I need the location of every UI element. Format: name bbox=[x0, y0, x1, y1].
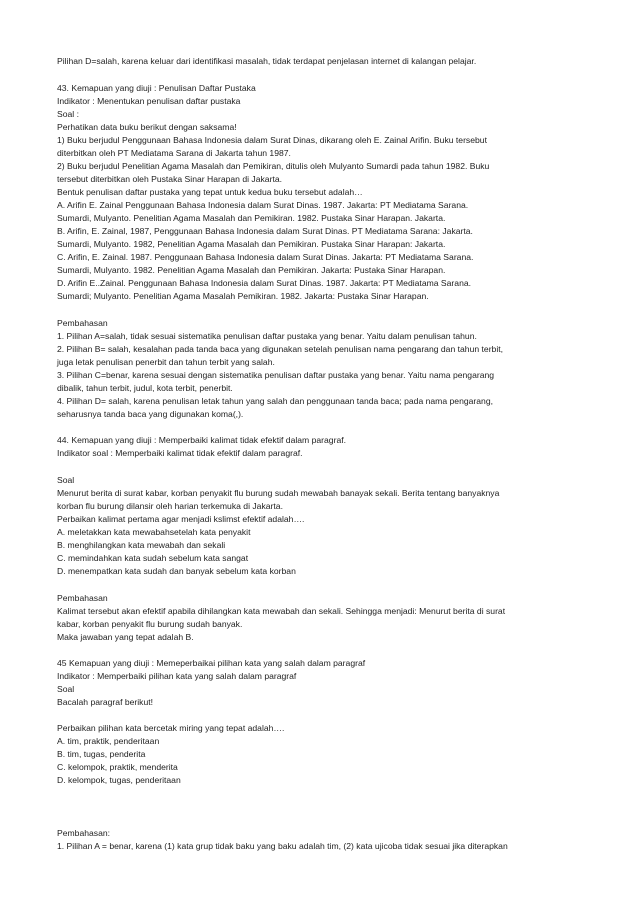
text-line: D. menempatkan kata sudah dan banyak sebelum kata korban bbox=[57, 566, 296, 576]
text-line: Menurut berita di surat kabar, korban penyakit flu burung sudah mewabah banayak sekali. Berita tentang banyaknya bbox=[57, 488, 500, 498]
text-line: C. kelompok, praktik, menderita bbox=[57, 762, 178, 772]
text-line: seharusnya tanda baca yang digunakan koma(,). bbox=[57, 409, 244, 419]
text-line: D. kelompok, tugas, penderitaan bbox=[57, 775, 181, 785]
text-line: Pilihan D=salah, karena keluar dari identifikasi masalah, tidak terdapat penjelasan internet di kalangan pelajar. bbox=[57, 56, 477, 66]
text-line: Bacalah paragraf berikut! bbox=[57, 697, 154, 707]
section-heading: Pembahasan: bbox=[57, 828, 111, 838]
text-line: Sumardi, Mulyanto. Penelitian Agama Masalah dan Pemikiran. 1982. Pustaka Sinar Harapan. Jakarta. bbox=[57, 213, 446, 223]
text-line: C. Arifin, E. Zainal. 1987. Penggunaan Bahasa Indonesia dalam Surat Dinas. Jakarta: PT Mediatama Sarana. bbox=[57, 252, 474, 262]
text-line: Soal bbox=[57, 684, 75, 694]
section-heading: Soal bbox=[57, 475, 75, 485]
text-line: diterbitkan oleh PT Mediatama Sarana di Jakarta tahun 1987. bbox=[57, 148, 291, 158]
text-line: 1. Pilihan A = benar, karena (1) kata grup tidak baku yang baku adalah tim, (2) kata ujicoba tidak sesuai jika diterapkan bbox=[57, 841, 508, 851]
text-line: Indikator : Memperbaiki pilihan kata yang salah dalam paragraf bbox=[57, 671, 297, 681]
text-line: D. Arifin E..Zainal. Penggunaan Bahasa Indonesia dalam Surat Dinas. 1987. Jakarta: PT Mediatama Sarana. bbox=[57, 278, 472, 288]
text-line: A. meletakkan kata mewabahsetelah kata penyakit bbox=[57, 527, 251, 537]
text-line: korban flu burung dilansir oleh harian terkemuka di Jakarta. bbox=[57, 501, 283, 511]
text-line: Sumardi; Mulyanto. Penelitian Agama Masalah Pemikiran. 1982. Jakarta: Pustaka Sinar Harapan. bbox=[57, 291, 429, 301]
text-line: Indikator : Menentukan penulisan daftar pustaka bbox=[57, 96, 241, 106]
text-line: 2) Buku berjudul Penelitian Agama Masalah dan Pemikiran, ditulis oleh Mulyanto Sumardi pada tahun 1982. Buku bbox=[57, 161, 490, 171]
section-heading: Pembahasan bbox=[57, 593, 108, 603]
text-line: Kalimat tersebut akan efektif apabila dihilangkan kata mewabah dan sekali. Sehingga menjadi: Menurut berita di surat bbox=[57, 606, 506, 616]
text-line: 44. Kemapuan yang diuji : Memperbaiki kalimat tidak efektif dalam paragraf. bbox=[57, 435, 346, 445]
text-line: 43. Kemapuan yang diuji : Penulisan Daftar Pustaka bbox=[57, 83, 256, 93]
text-line: 1) Buku berjudul Penggunaan Bahasa Indonesia dalam Surat Dinas, dikarang oleh E. Zainal Arifin. Buku tersebut bbox=[57, 135, 487, 145]
text-line: A. Arifin E. Zainal Penggunaan Bahasa Indonesia dalam Surat Dinas. 1987. Jakarta: PT Mediatama Sarana. bbox=[57, 200, 469, 210]
text-line: 45 Kemapuan yang diuji : Memeperbaikai pilihan kata yang salah dalam paragraf bbox=[57, 658, 366, 668]
text-line: dibalik, tahun terbit, judul, kota terbit, penerbit. bbox=[57, 383, 233, 393]
text-line: Soal : bbox=[57, 109, 79, 119]
text-line: 2. Pilihan B= salah, kesalahan pada tanda baca yang digunakan setelah penulisan nama pengarang dan tahun terbit, bbox=[57, 344, 504, 354]
text-line: Perhatikan data buku berikut dengan saksama! bbox=[57, 122, 237, 132]
text-line: 4. Pilihan D= salah, karena penulisan letak tahun yang salah dan penggunaan tanda baca; pada nama pengarang, bbox=[57, 396, 493, 406]
text-line: 3. Pilihan C=benar, karena sesuai dengan sistematika penulisan daftar pustaka yang benar. Yaitu nama pengarang bbox=[57, 370, 495, 380]
text-line: 1. Pilihan A=salah, tidak sesuai sistematika penulisan daftar pustaka yang benar. Yaitu dalam penulisan tahun. bbox=[57, 331, 477, 341]
text-line: Bentuk penulisan daftar pustaka yang tepat untuk kedua buku tersebut adalah… bbox=[57, 187, 363, 197]
text-line: Indikator soal : Memperbaiki kalimat tidak efektif dalam paragraf. bbox=[57, 448, 303, 458]
text-line: B. Arifin, E. Zainal, 1987, Penggunaan Bahasa Indonesia dalam Surat Dinas. PT Mediatama Sarana: Jakarta. bbox=[57, 226, 473, 236]
text-line: juga letak penulisan penerbit dan tahun terbit yang salah. bbox=[57, 357, 275, 367]
text-line: Sumardi, Mulyanto. 1982, Penelitian Agama Masalah dan Pemikiran. Pustaka Sinar Harapan: Jakarta. bbox=[57, 239, 446, 249]
text-line: A. tim, praktik, penderitaan bbox=[57, 736, 160, 746]
text-line: Perbaikan kalimat pertama agar menjadi kslimst efektif adalah…. bbox=[57, 514, 305, 524]
text-line: Sumardi, Mulyanto. 1982. Penelitian Agama Masalah dan Pemikiran. Jakarta: Pustaka Sinar Harapan. bbox=[57, 265, 446, 275]
text-line: C. memindahkan kata sudah sebelum kata sangat bbox=[57, 553, 249, 563]
text-line: B. menghilangkan kata mewabah dan sekali bbox=[57, 540, 226, 550]
text-line: Maka jawaban yang tepat adalah B. bbox=[57, 632, 194, 642]
text-line: Perbaikan pilihan kata bercetak miring yang tepat adalah…. bbox=[57, 723, 285, 733]
text-line: kabar, korban penyakit flu burung sudah banyak. bbox=[57, 619, 243, 629]
text-line: B. tim, tugas, penderita bbox=[57, 749, 146, 759]
text-line: tersebut diterbitkan oleh Pustaka Sinar Harapan di Jakarta. bbox=[57, 174, 282, 184]
section-heading: Pembahasan bbox=[57, 318, 108, 328]
